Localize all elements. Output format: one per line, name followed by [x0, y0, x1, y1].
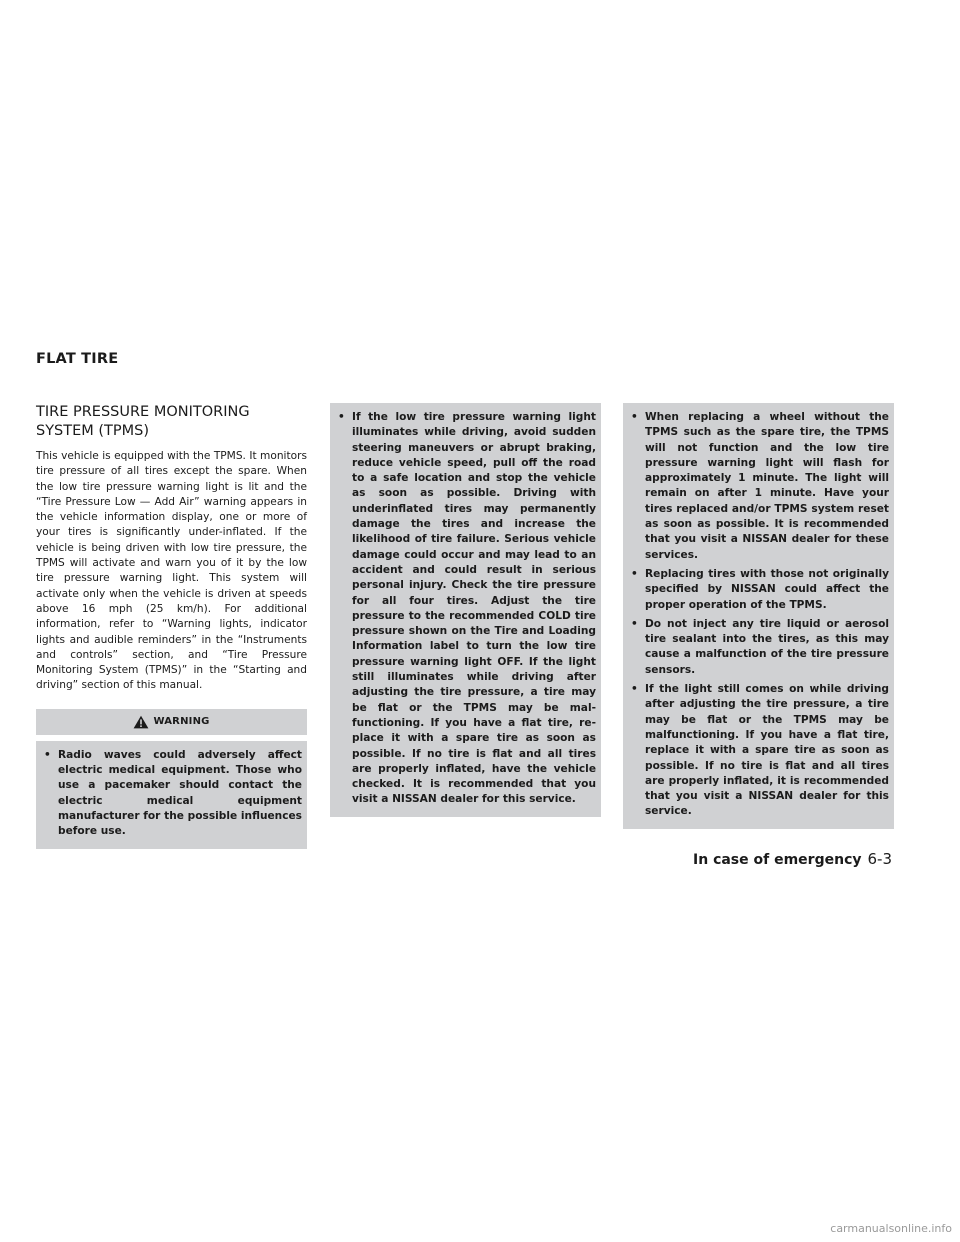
bullet: • — [338, 411, 345, 423]
warning-header — [36, 709, 307, 735]
warning-box-2 — [330, 403, 601, 817]
warning-item: • Replacing tires with those not originally specified by NISSAN could affect the proper operation of the TPMS. — [631, 567, 889, 611]
bullet: • — [631, 411, 638, 423]
bullet: • — [631, 683, 638, 696]
section-title: FLAT TIRE — [36, 351, 119, 367]
warning-item: • Radio waves could adversely affect electric medical equipment. Those who use a pacemaker should contact the electric medical equipment manufacturer for the possible influences before use. — [44, 748, 302, 838]
bullet: • — [44, 748, 51, 761]
warning-item: • If the low tire pressure warning light illuminates while driving, avoid sudden steering maneuvers or abrupt braking, reduce vehicle speed, pull off the road to a safe location and stop the vehicle as soon as possible. Driving with underinflated tires may permanently damage the tires and increase the likelihood of tire failure. Serious vehicle damage could occur and may lead to an accident and could result in serious personal injury. Check the tire pressure for all four tires. Adjust the tire pressure to the recommended COLD tire pressure shown on the Tire and Loading Information label to turn the low tire pressure warning light OFF. If the light still illuminates while driving after adjusting the tire pressure, a tire may be flat or the TPMS may be malfunctioning. If you have a flat tire, replace it with a spare tire as soon as possible. If no tire is flat and all tires are properly inflated, have the vehicle checked. It is recommended that you visit a NISSAN dealer for this service. — [338, 411, 596, 806]
subsection-title — [36, 403, 307, 441]
column-2 — [330, 403, 601, 817]
bullet: • — [631, 567, 638, 580]
warning-item: • Do not inject any tire liquid or aerosol tire sealant into the tires, as this may cause a malfunction of the tire pressure sensors. — [631, 617, 889, 676]
subsection-title-line2: SYSTEM (TPMS) — [36, 423, 150, 439]
warning-box-3 — [623, 403, 894, 829]
footer-section-name: In case of emergency — [693, 852, 862, 868]
warning-item: • When replacing a wheel without the TPMS such as the spare tire, the TPMS will not function and the low tire pressure warning light will flash for approximately 1 minute. The light will remain on after 1 minute. Have your tires replaced and/or TPMS system reset as soon as possible. It is recommended that you visit a NISSAN dealer for these services. — [631, 411, 889, 561]
watermark: carmanualsonline.info — [830, 1222, 952, 1235]
column-3 — [623, 403, 894, 829]
warning-label: WARNING — [153, 716, 210, 728]
page-footer — [693, 850, 892, 868]
warning-triangle-icon — [133, 715, 149, 729]
page-number: 6-3 — [867, 850, 892, 868]
bullet: • — [631, 617, 638, 630]
warning-item: • If the light still comes on while driving after adjusting the tire pressure, a tire may be flat or the TPMS may be malfunctioning. If you have a flat tire, replace it with a spare tire as soon as possible. If no tire is flat and all tires are properly inflated, it is recommended that you visit a NISSAN dealer for this service. — [631, 683, 889, 818]
subsection-title-line1: TIRE PRESSURE MONITORING — [36, 404, 250, 420]
intro-paragraph: This vehicle is equipped with the TPMS. It monitors tire pressure of all tires except the spare. When the low tire pressure warning light is lit and the “Tire Pressure Low — Add Air” warning appears in the vehicle information display, one or more of your tires is significantly under-inflated. If the vehicle is being driven with low tire pressure, the TPMS will activate and warn you of it by the low tire pressure warning light. This system will activate only when the vehicle is driven at speeds above 16 mph (25 km/h). For additional information, refer to “Warning lights, indicator lights and audible reminders” in the “Instruments and controls” section, and “Tire Pressure Monitoring System (TPMS)” in the “Starting and driving” section of this manual. — [36, 450, 307, 692]
warning-box-1 — [36, 741, 307, 849]
column-1 — [36, 403, 307, 849]
